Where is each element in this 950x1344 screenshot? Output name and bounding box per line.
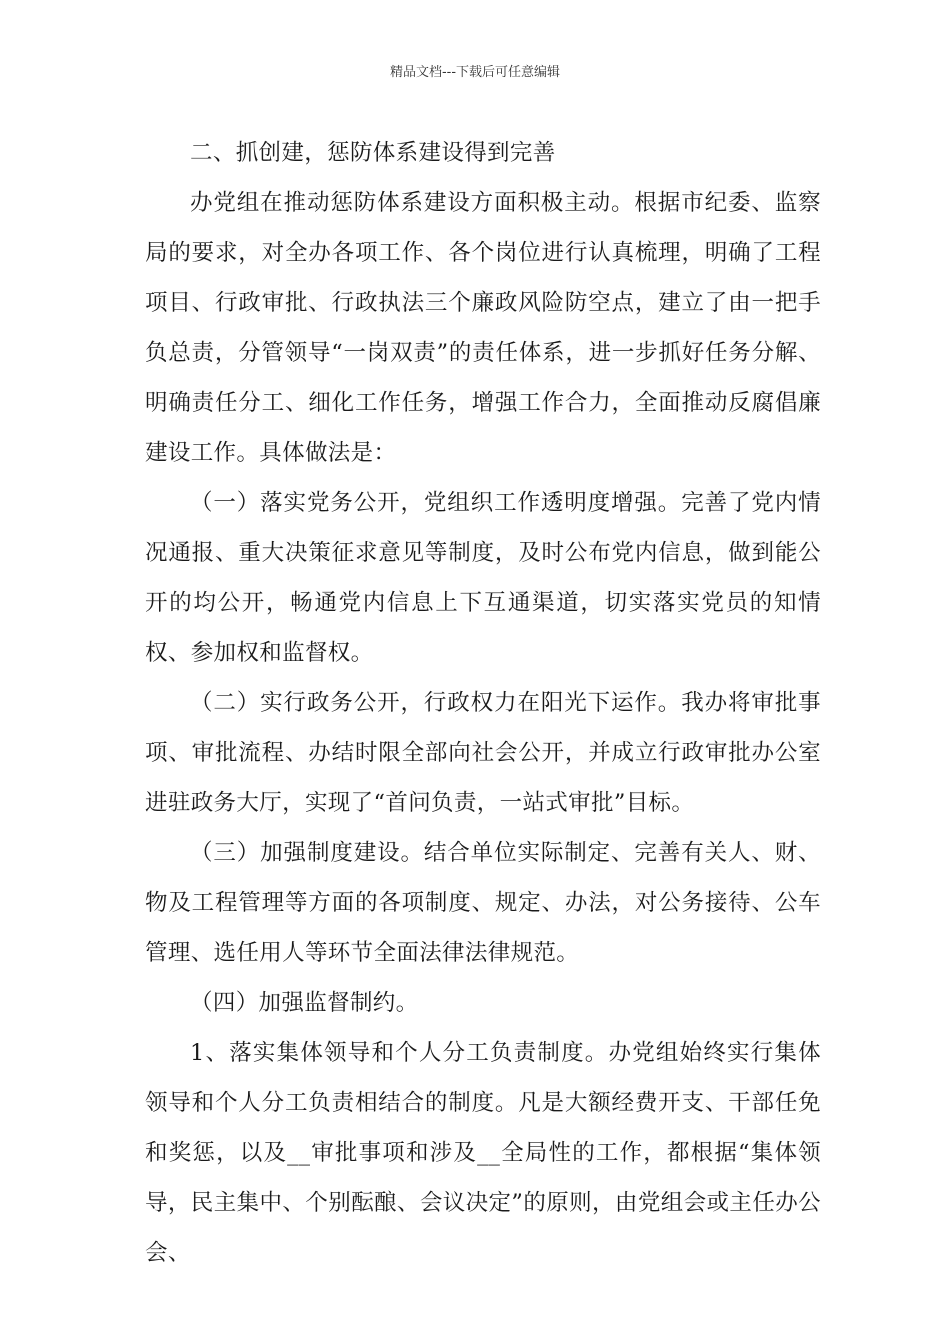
page-header: 精品文档---下载后可任意编辑 <box>389 65 561 80</box>
paragraph-intro: 办党组在推动惩防体系建设方面积极主动。根据市纪委、监察局的要求，对全办各项工作、各个岗位进行认真梳理，明确了工程项目、行政审批、行政执法三个廉政风险防空点，建立了由一把手负总责，分管领导“一岗双责”的责任体系，进一步抓好任务分解、明确责任分工、细化工作任务，增强工作合力，全面推动反腐倡廉建设工作。具体做法是： <box>145 190 821 466</box>
paragraph-subitem-1: 1、落实集体领导和个人分工负责制度。办党组始终实行集体领导和个人分工负责相结合的制度。凡是大额经费开支、干部任免和奖惩，以及__审批事项和涉及__全局性的工作，都根据“集体领导，民主集中、个别酝酿、会议决定”的原则，由党组会或主任办公会、 <box>145 1040 821 1266</box>
paragraph-item-2: （二）实行政务公开，行政权力在阳光下运作。我办将审批事项、审批流程、办结时限全部向社会公开，并成立行政审批办公室进驻政务大厅，实现了“首问负责，一站式审批”目标。 <box>145 690 821 816</box>
paragraph-item-1: （一）落实党务公开，党组织工作透明度增强。完善了党内情况通报、重大决策征求意见等制度，及时公布党内信息，做到能公开的均公开，畅通党内信息上下互通渠道，切实落实党员的知情权、参加权和监督权。 <box>145 490 821 666</box>
paragraph-item-3: （三）加强制度建设。结合单位实际制定、完善有关人、财、物及工程管理等方面的各项制度、规定、办法，对公务接待、公车管理、选任用人等环节全面法律法律规范。 <box>145 840 821 966</box>
paragraph-item-4: （四）加强监督制约。 <box>190 990 419 1016</box>
document-body <box>145 128 821 1278</box>
section-heading: 二、抓创建，惩防体系建设得到完善 <box>190 140 556 166</box>
